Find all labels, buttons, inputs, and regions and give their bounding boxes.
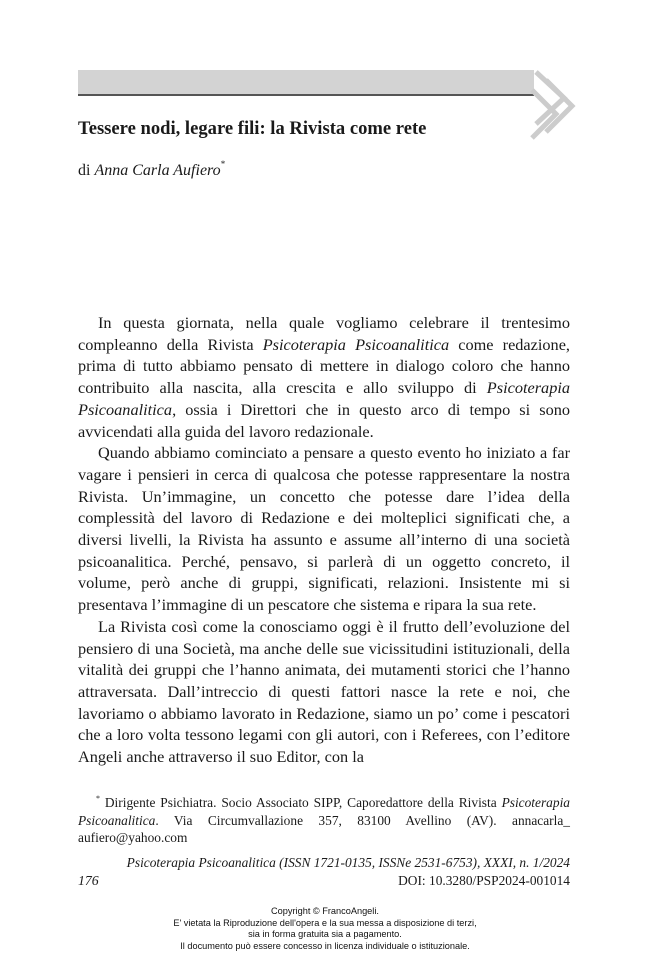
copyright-line-4: Il documento può essere concesso in licenza individuale o istituzionale. — [180, 940, 470, 951]
paragraph-1-text-a: In questa giornata, nella quale vogliamo celebrare il trentesimo compleanno della Rivista — [78, 313, 570, 354]
journal-citation: Psicoterapia Psicoanalitica (ISSN 1721-0135, ISSNe 2531-6753), XXXI, n. 1/2024 — [126, 855, 570, 870]
paragraph-2: Quando abbiamo cominciato a pensare a questo evento ho iniziato a far vagare i pensieri in cerca di qualcosa che potesse rappresentare la nostra Rivista. Un’immagine, un concetto che potesse dare l’idea della complessità del lavoro di Redazione e dei molteplici significati che, a diversi livelli, la Rivista ha assunto e assume all’interno di una società psicoanalitica. Perché, pensavo, si parlerà di un oggetto concreto, il volume, però anche di gruppi, significati, relazioni. Insistente mi si presentava l’immagine di un pescatore che sistema e ripara la sua rete. — [78, 443, 570, 615]
chevron-ornament-icon — [522, 68, 582, 148]
paragraph-3: La Rivista così come la conosciamo oggi è il frutto dell’evoluzione del pensiero di una Società, ma anche delle sue vicissitudini istituzionali, della vitalità dei gruppi che l’hanno animata, dei mutamenti storici che l’hanno attraversata. Dall’intreccio di questi fattori nasce la rete e noi, che lavoriamo o abbiamo lavorato in Redazione, siamo un po’ come i pescatori che a loro volta tessono legami con gli autori, con i Referees, con l’editore Angeli anche attraverso il suo Editor, con la — [78, 616, 570, 767]
footnote-text-a: Dirigente Psichiatra. Socio Associato SIPP, Caporedattore della Rivista — [104, 795, 502, 810]
doi: DOI: 10.3280/PSP2024-001014 — [398, 873, 570, 888]
copyright-line-3: sia in forma gratuita sia a pagamento. — [248, 929, 402, 940]
paragraph-1 — [78, 312, 570, 442]
journal-name-italic: Psicoterapia Psicoanalitica — [262, 334, 450, 354]
footnote-reference: * — [220, 159, 226, 169]
copyright-notice — [0, 906, 650, 952]
byline — [78, 159, 226, 180]
journal-name-italic: Psicoterapia Psicoanalitica — [78, 378, 570, 419]
page-number: 176 — [78, 873, 99, 888]
byline-prefix: di — [78, 162, 95, 179]
footnote-journal-italic: Psicoterapia Psicoanalitica — [78, 795, 570, 828]
article-body — [78, 312, 570, 768]
header-rule — [78, 94, 534, 96]
paragraph-1-text-c: come redazione, prima di tutto abbiamo pensato di mettere in dialogo coloro che hanno contribuito alla nascita, alla crescita e allo sviluppo di — [78, 334, 570, 398]
footnote-marker: * — [96, 794, 100, 803]
paragraph-1-text-e: , ossia i Direttori che in questo arco di tempo si sono avvicendati alla guida del lavoro redazionale. — [78, 399, 570, 441]
author-name: Anna Carla Aufiero — [94, 162, 221, 179]
copyright-line-1: Copyright © FrancoAngeli. — [271, 906, 379, 916]
copyright-line-2: E' vietata la Riproduzione dell'opera e la sua messa a disposizione di terzi, — [173, 917, 477, 928]
footnote — [78, 794, 570, 847]
article-title: Tessere nodi, legare fili: la Rivista come rete — [78, 118, 427, 139]
footnote-text-c: . Via Circumvallazione 357, 83100 Avellino (AV). annacarla_ aufiero@yahoo.com — [78, 812, 570, 845]
header-bar — [78, 70, 534, 96]
